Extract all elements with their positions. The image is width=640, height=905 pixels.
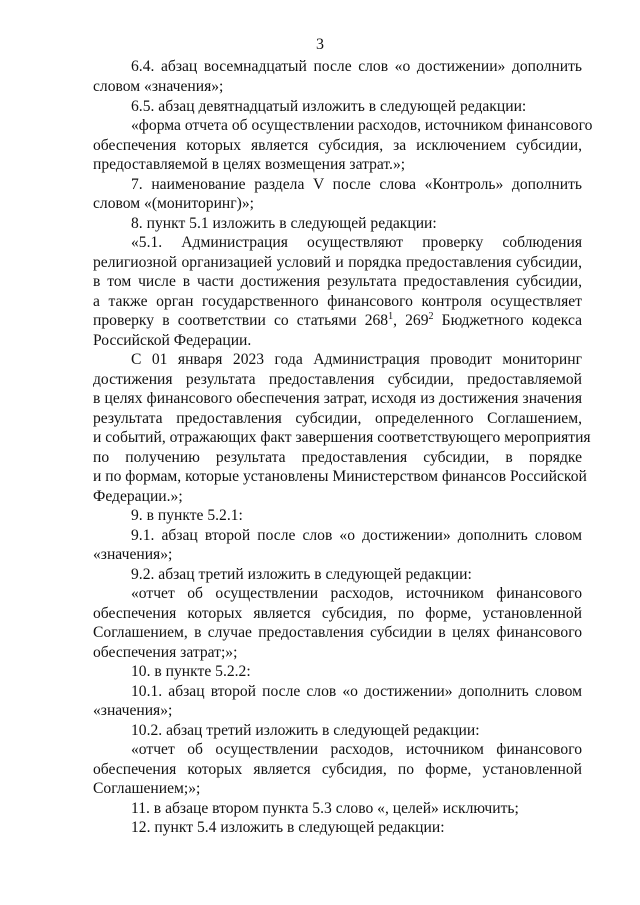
text-line: достижения результата предоставления субсидии, предоставляемой <box>93 371 582 388</box>
text-line: религиозной организацией условий и порядка предоставления субсидии, <box>93 254 582 271</box>
text-line: Соглашением, в случае предоставления субсидии в целях финансового <box>93 624 582 641</box>
text-line: в том числе в части достижения результата предоставления субсидии, <box>93 273 582 290</box>
text-line: «отчет об осуществлении расходов, источником финансового <box>131 741 582 758</box>
text-line: 9.2. абзац третий изложить в следующей редакции: <box>131 566 472 583</box>
text-line: проверку в соответствии со статьями $268^1$, $269^2$ Бюджетного кодекса <box>93 310 583 329</box>
text-line: 9.1. абзац второй после слов «о достижении» дополнить словом <box>131 527 582 544</box>
text-line: «значения»; <box>93 546 173 563</box>
text-line: 7. наименование раздела V после слова «Контроль» дополнить <box>131 176 582 193</box>
text-line: результата предоставления субсидии, определенного Соглашением, <box>93 410 582 427</box>
text-line: в целях финансового обеспечения затрат, исходя из достижения значения <box>93 390 582 407</box>
text-line: «значения»; <box>93 702 173 719</box>
text-line: и по формам, которые установлены Министерством финансов Российской <box>93 468 587 485</box>
text-line: обеспечения которых является субсидия, по форме, установленной <box>93 605 582 622</box>
text-line: словом «значения»; <box>93 78 224 95</box>
text-line: 10.1. абзац второй после слов «о достижении» дополнить словом <box>131 683 582 700</box>
text-line: по получению результата предоставления субсидии, в порядке <box>93 449 582 466</box>
text-line: Федерации.»; <box>93 488 183 505</box>
text-line: «5.1. Администрация осуществляют проверку соблюдения <box>131 234 582 251</box>
text-line: предоставляемой в целях возмещения затрат.»; <box>93 156 406 173</box>
text-line: Соглашением;»; <box>93 780 201 797</box>
text-line: С 01 января 2023 года Администрация проводит мониторинг <box>131 351 582 368</box>
text-line: обеспечения затрат;»; <box>93 644 238 661</box>
text-line: и событий, отражающих факт завершения соответствующего мероприятия <box>93 429 591 446</box>
text-line: Российской Федерации. <box>93 332 252 349</box>
text-line: 6.4. абзац восемнадцатый после слов «о достижении» дополнить <box>131 58 582 75</box>
text-line: «форма отчета об осуществлении расходов, источником финансового <box>131 117 593 134</box>
text-line: 11. в абзаце втором пункта 5.3 слово «, целей» исключить; <box>131 800 519 817</box>
text-line: 10. в пункте 5.2.2: <box>131 663 251 680</box>
text-line: «отчет об осуществлении расходов, источником финансового <box>131 585 582 602</box>
text-line: 6.5. абзац девятнадцатый изложить в следующей редакции: <box>131 98 527 115</box>
text-line: а также орган государственного финансового контроля осуществляет <box>93 293 582 310</box>
text-line: 9. в пункте 5.2.1: <box>131 507 243 524</box>
text-line: словом «(мониторинг)»; <box>93 195 254 212</box>
text-line: 8. пункт 5.1 изложить в следующей редакции: <box>131 215 437 232</box>
text-line: обеспечения которых является субсидия, за исключением субсидии, <box>93 137 582 154</box>
page-number: 3 <box>316 36 324 53</box>
text-line: 10.2. абзац третий изложить в следующей редакции: <box>131 722 480 739</box>
text-line: 12. пункт 5.4 изложить в следующей редакции: <box>131 819 445 836</box>
text-line: обеспечения которых является субсидия, по форме, установленной <box>93 761 582 778</box>
